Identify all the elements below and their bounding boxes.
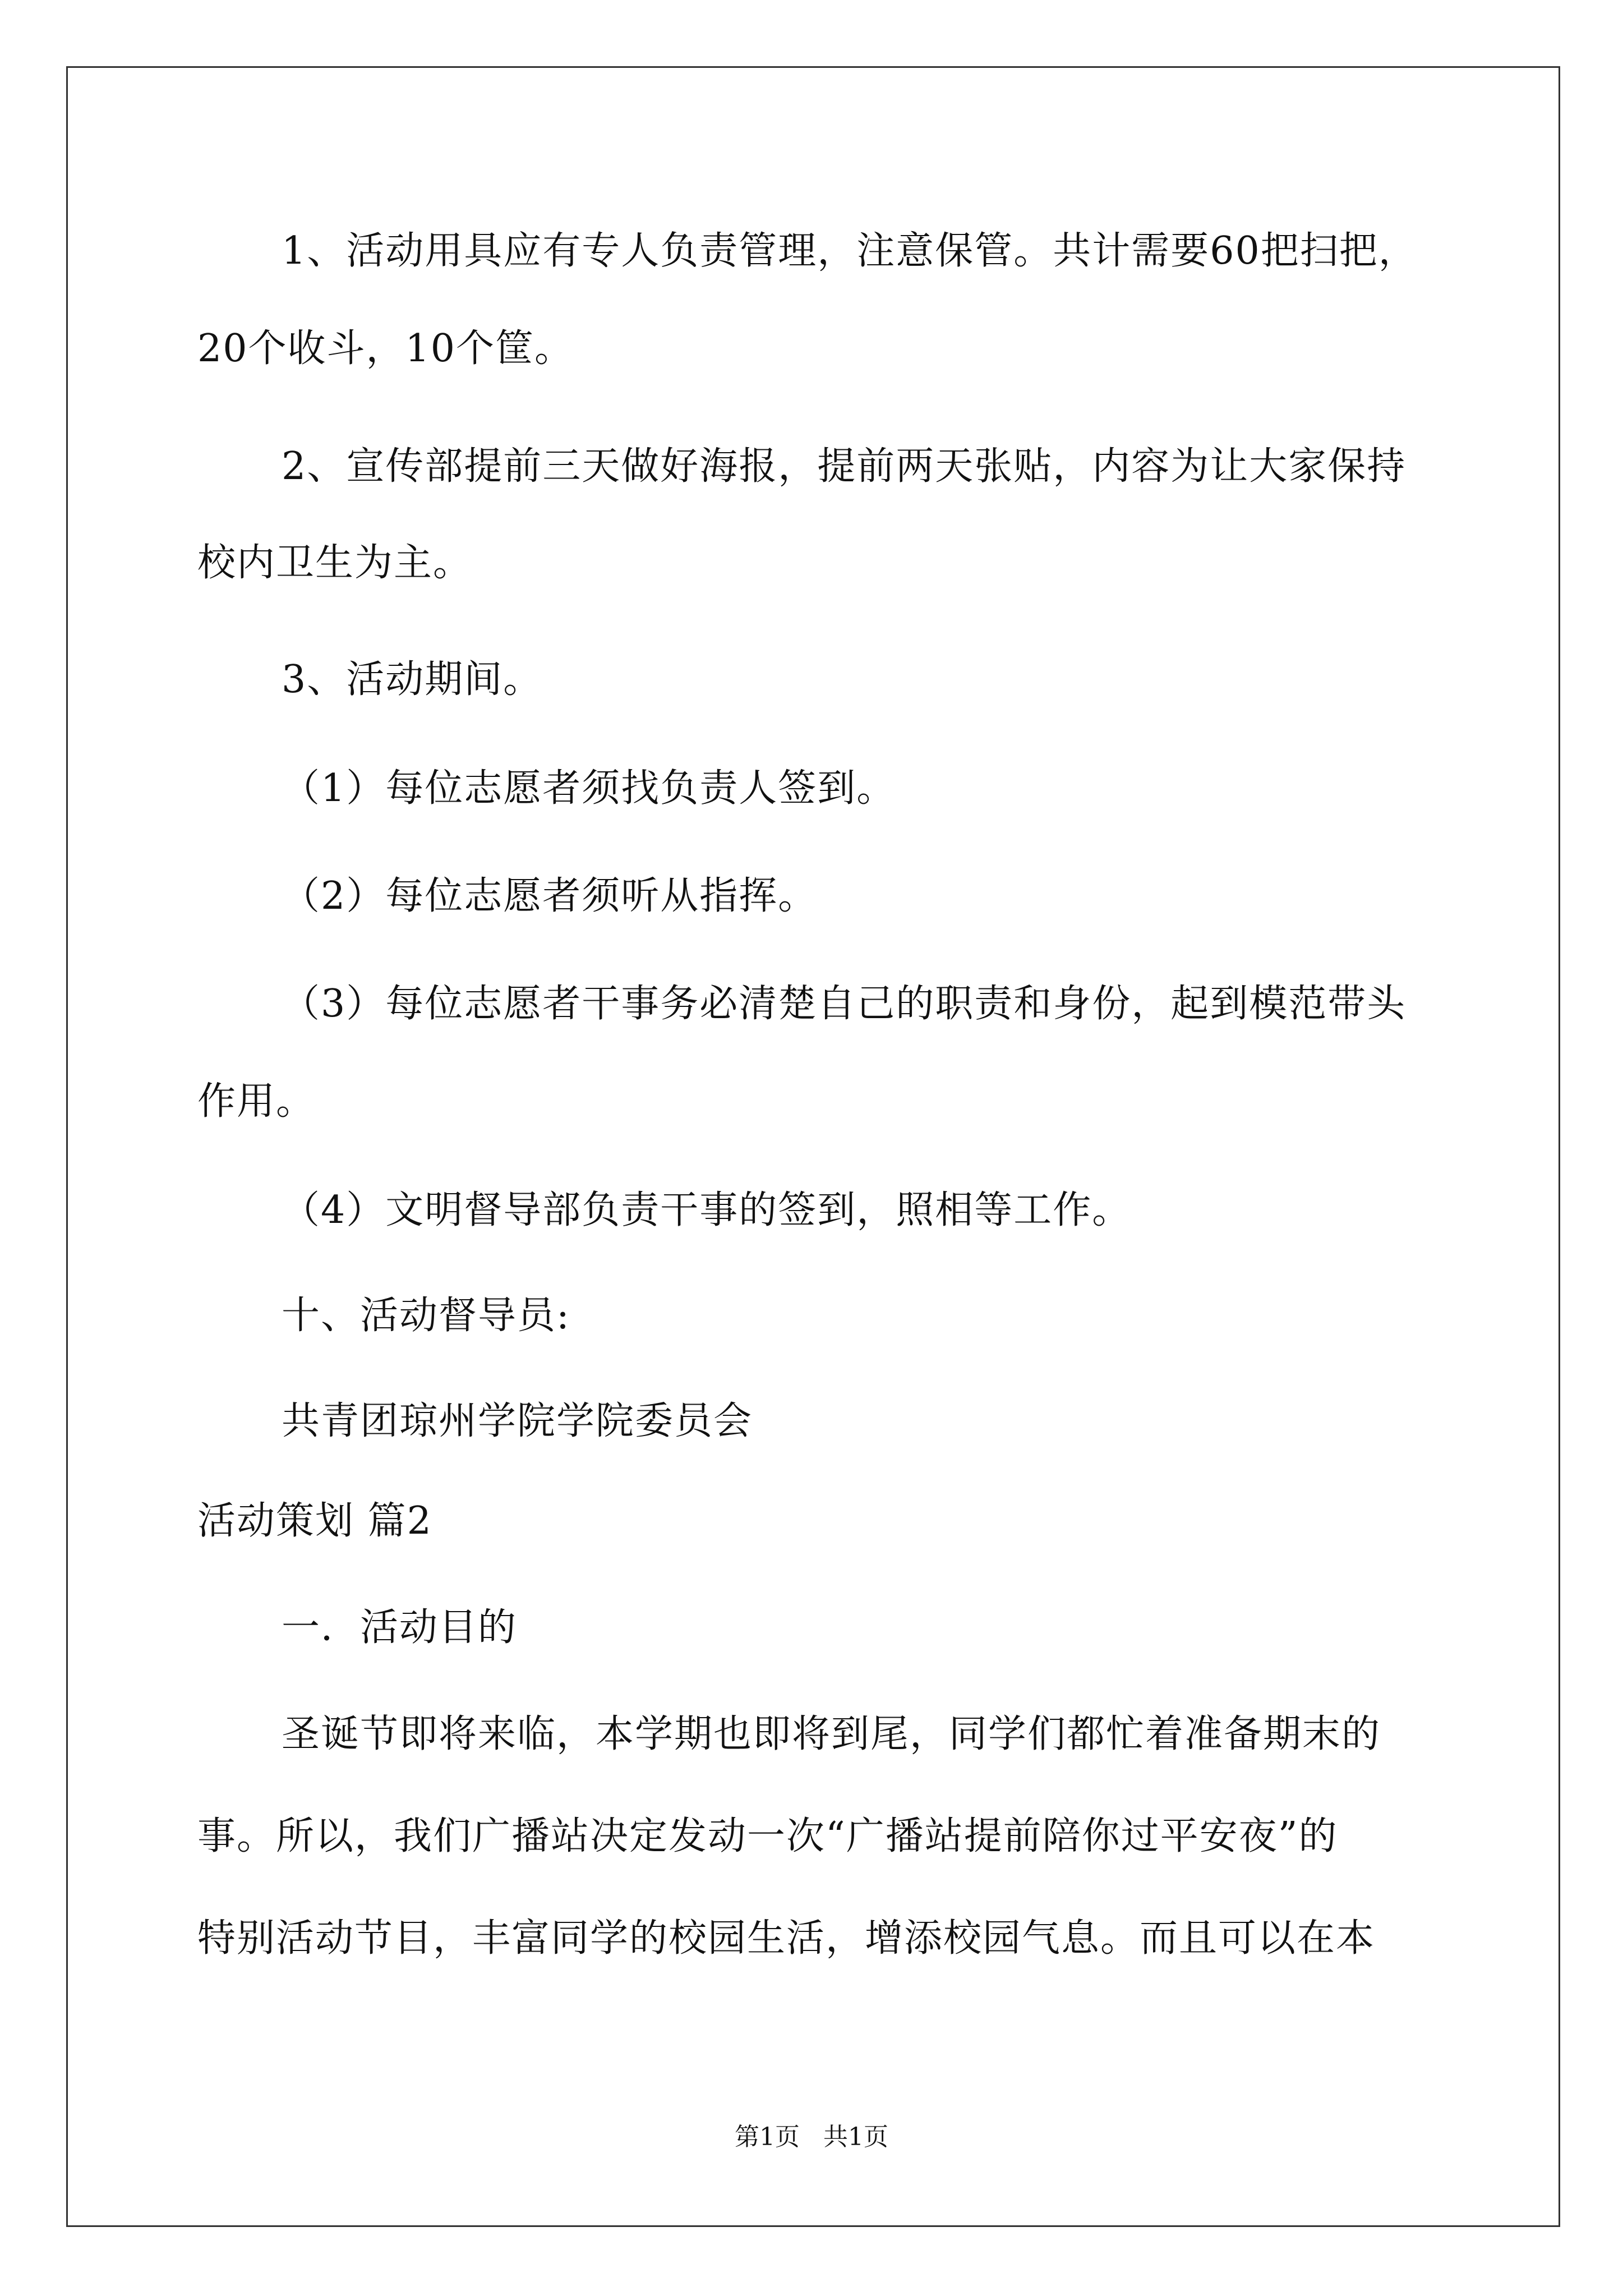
paragraph-line: 特别活动节目，丰富同学的校园生活，增添校园气息。而且可以在本	[197, 1916, 1376, 1961]
paragraph-line: 共青团琼州学院学院委员会	[282, 1399, 753, 1443]
paragraph-line: 3、活动期间。	[282, 657, 543, 702]
paragraph-line: 作用。	[197, 1079, 316, 1124]
paragraph-line: 校内卫生为主。	[197, 541, 473, 585]
paragraph-line: （3）每位志愿者干事务必清楚自己的职责和身份，起到模范带头	[282, 982, 1407, 1026]
paragraph-line: （2）每位志愿者须听从指挥。	[282, 874, 818, 918]
paragraph-line: 2、宣传部提前三天做好海报，提前两天张贴，内容为让大家保持	[282, 444, 1407, 489]
paragraph-line: 1、活动用具应有专人负责管理，注意保管。共计需要60把扫把，	[282, 229, 1418, 273]
paragraph-line: 事。所以，我们广播站决定发动一次“广播站提前陪你过平安夜”的	[197, 1814, 1338, 1858]
section-heading: 活动策划 篇2	[197, 1499, 432, 1543]
paragraph-line: （1）每位志愿者须找负责人签到。	[282, 766, 896, 811]
paragraph-line: （4）文明督导部负责干事的签到，照相等工作。	[282, 1188, 1132, 1232]
paragraph-line: 20个收斗，10个筐。	[197, 326, 574, 371]
page-border	[66, 66, 1560, 2227]
page-number-footer: 第1页 共1页	[735, 2123, 888, 2151]
paragraph-line: 一．活动目的	[282, 1605, 518, 1650]
paragraph-line: 圣诞节即将来临，本学期也即将到尾，同学们都忙着准备期末的	[282, 1712, 1381, 1756]
paragraph-line: 十、活动督导员:	[282, 1294, 570, 1338]
